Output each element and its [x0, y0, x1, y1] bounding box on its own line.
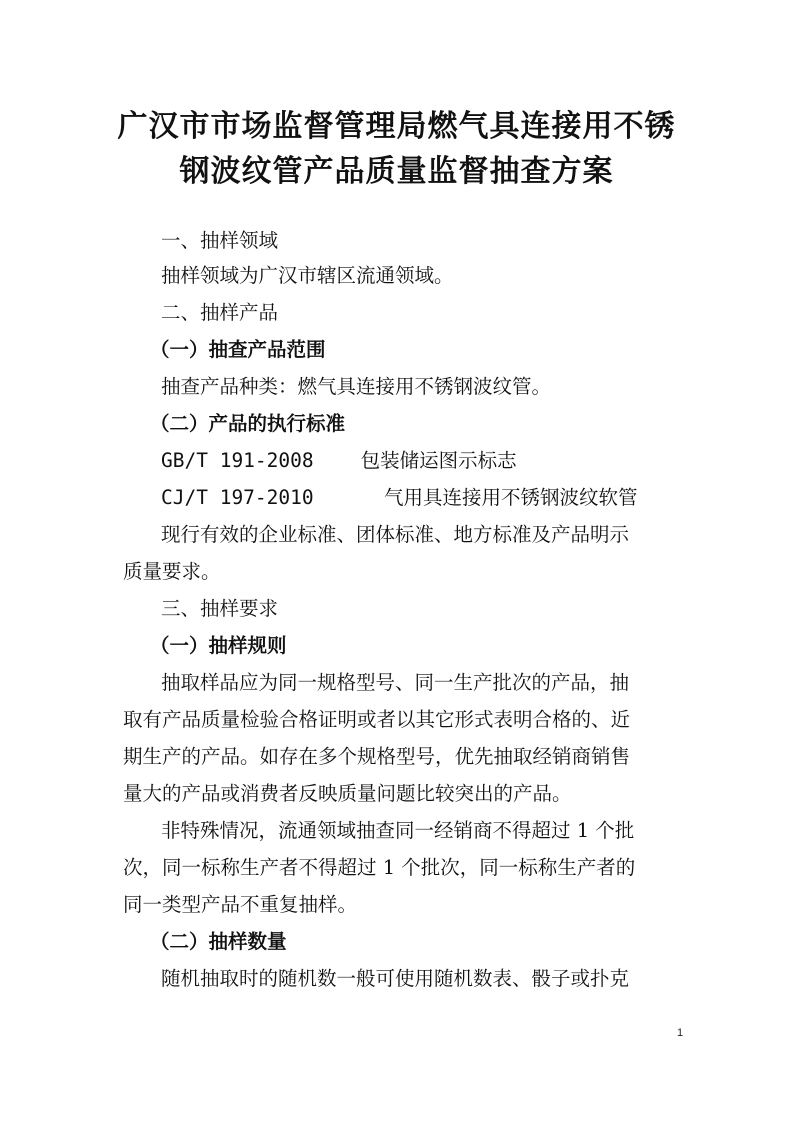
- paragraph-rules-3: 期生产的产品。如存在多个规格型号，优先抽取经销商销售: [123, 745, 631, 768]
- paragraph-product-category: 抽查产品种类：燃气具连接用不锈钢波纹管。: [161, 375, 552, 398]
- paragraph-rules-2: 取有产品质量检验合格证明或者以其它形式表明合格的、近: [123, 708, 631, 731]
- paragraph-rules-1: 抽取样品应为同一规格型号、同一生产批次的产品，抽: [161, 671, 630, 694]
- paragraph-sampling-area: 抽样领域为广汉市辖区流通领域。: [161, 264, 454, 287]
- section-heading-sampling-area: 一、抽样领域: [161, 229, 279, 252]
- paragraph-other-standards-1: 现行有效的企业标准、团体标准、地方标准及产品明示: [161, 523, 630, 546]
- subheading-sampling-rules: （一）抽样规则: [150, 634, 287, 657]
- section-heading-sampled-products: 二、抽样产品: [161, 301, 279, 324]
- page-number: 1: [677, 1027, 684, 1039]
- paragraph-quantity-1: 随机抽取时的随机数一般可使用随机数表、骰子或扑克: [161, 967, 630, 990]
- subheading-applicable-standards: （二）产品的执行标准: [150, 412, 346, 435]
- standard-gb-t-191: GB/T 191-2008 包装储运图示标志: [161, 449, 517, 472]
- document-title-line-1: 广汉市市场监督管理局燃气具连接用不锈: [117, 109, 676, 144]
- paragraph-special-2: 次，同一标称生产者不得超过 1 个批次，同一标称生产者的: [123, 856, 636, 879]
- paragraph-rules-4: 量大的产品或消费者反映质量问题比较突出的产品。: [123, 782, 572, 805]
- subheading-product-scope: （一）抽查产品范围: [150, 338, 326, 361]
- paragraph-special-3: 同一类型产品不重复抽样。: [123, 893, 358, 916]
- paragraph-special-1: 非特殊情况，流通领域抽查同一经销商不得超过 1 个批: [161, 819, 635, 842]
- subheading-sampling-quantity: （二）抽样数量: [150, 930, 287, 953]
- paragraph-other-standards-2: 质量要求。: [123, 560, 221, 583]
- standard-cj-t-197: CJ/T 197-2010 气用具连接用不锈钢波纹软管: [161, 486, 638, 509]
- section-heading-sampling-requirements: 三、抽样要求: [161, 597, 279, 620]
- document-title-line-2: 钢波纹管产品质量监督抽查方案: [179, 154, 614, 189]
